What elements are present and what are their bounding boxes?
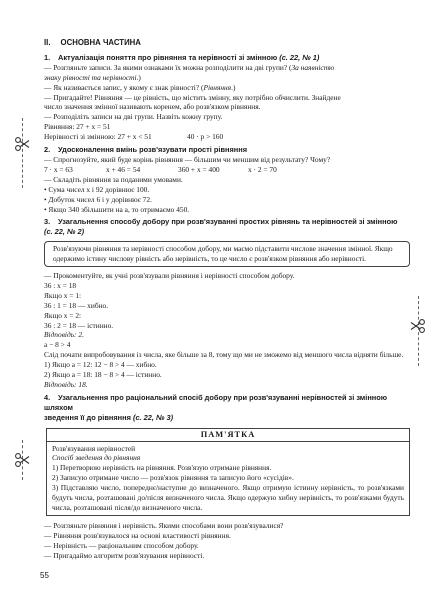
scissors-icon: [14, 136, 30, 152]
task-3-reference: (с. 22, № 2): [44, 227, 85, 237]
task-2-title: [44, 145, 410, 155]
scissors-icon: [410, 318, 426, 334]
closing-line: — Розгляньте рівняння і нерівність. Якими способами вони розв'язувалися?: [44, 520, 284, 530]
closing-line: — Нерівність — раціональним способом добору.: [44, 540, 199, 550]
solution-step: 36 : 1 = 18 — хибно.: [44, 300, 109, 310]
text-line: — Складіть рівняння за поданими умовами.: [44, 174, 183, 184]
memo-title: ПАМ'ЯТКА: [47, 429, 409, 442]
task-3-title: [44, 217, 410, 227]
text-line: число значення змінної називають коренем, або розв'язком рівняння.: [44, 102, 261, 112]
bullet-item: • Якщо 340 збільшити на a, то отримаємо 450.: [44, 204, 190, 214]
inequality: a − 8 > 4: [44, 340, 71, 350]
text-line: — Спрогнозуйте, який буде корінь рівняння — більшим чи меншим від результату? Чому?: [44, 154, 331, 164]
text-line: — Як називається запис, у якому є знак рівності? (Рівняння.): [44, 82, 236, 92]
closing-line: — Пригадаймо алгоритм розв'язування нерівності.: [44, 550, 205, 560]
inequality-group-label: Нерівності зі змінною: 27 + x < 51 40 · p > 160: [44, 132, 224, 142]
solution-step: 1) Якщо a = 12: 12 − 8 > 4 — хибно.: [44, 360, 157, 370]
solution-step: 2) Якщо a = 18: 18 − 8 > 4 — істинно.: [44, 370, 162, 380]
text-line: — Прокоментуйте, як учні розв'язували рівняння і нерівності способом добору.: [44, 271, 295, 281]
task-number: 3.: [44, 217, 51, 227]
rule-box: Розв'язуючи рівняння та нерівності способом добору, ми маємо підставити числове значення змінної. Якщо одержимо істину числову рівність або нерівність, то це число є розв'язком рівняння або нерівності.: [44, 241, 410, 267]
bullet-item: • Добуток чисел 6 і y дорівнює 72.: [44, 194, 152, 204]
scissors-icon: [14, 452, 30, 468]
task-number: 2.: [44, 145, 51, 155]
task-reference: (с. 22, № 1): [279, 52, 320, 62]
answer: Відповідь: 18.: [44, 380, 88, 389]
equation: x + 46 = 54: [106, 164, 141, 174]
task-title-text: Узагальнення про раціональний спосіб добору при розв'язуванні нерівностей зі змінною шляхом: [44, 392, 388, 412]
task-title-text: Узагальнення способу добору при розв'язуванні простих рівнянь та нерівностей зі змінною: [58, 217, 398, 227]
task-title-text: Актуалізація поняття про рівняння та нерівності зі змінною: [58, 52, 280, 62]
cut-line: [22, 118, 23, 188]
section-name: ОСНОВНА ЧАСТИНА: [60, 38, 141, 47]
memo-item: 1) Перетворюю нерівність на рівняння. Розв'язую отримане рівняння.: [52, 463, 272, 473]
bullet-item: • Сума чисел x і 92 дорівнює 100.: [44, 184, 150, 194]
equation: 7 · x = 63: [44, 164, 73, 174]
memo-box: [46, 428, 410, 516]
explanation: Слід почати випробовування із числа, яке більше за 8, тому що ми не зможемо від меншого числа відняти більше.: [44, 350, 404, 360]
task-number: 4.: [44, 392, 51, 402]
task-4-title-cont: зведення її до рівняння (с. 22, № 3): [44, 412, 174, 422]
solution-step: 36 : 2 = 18 — істинно.: [44, 320, 114, 330]
equation-group-label: Рівняння: 27 + x = 51: [44, 122, 111, 132]
equation: x · 2 = 70: [248, 164, 277, 174]
memo-heading: Розв'язування нерівностей: [52, 443, 136, 453]
task-1-title: [44, 53, 410, 63]
text-line: знаку рівності та нерівності.): [44, 72, 141, 82]
section-number: II.: [44, 38, 51, 47]
solution-step: Якщо x = 2:: [44, 310, 82, 320]
memo-item: 3) Підставляю число, попереднє/наступне до визначеного. Якщо отримую істинну нерівність, то розв'язками будуть числа, розташовані до/після визначеного числа. Якщо одержую хибну нерівність, то розв'язками будуть числа, розташовані після/до визначеного числа.: [52, 483, 404, 512]
text-line: — Розподіліть записи на дві групи. Назвіть кожну групу.: [44, 112, 223, 122]
content: [44, 38, 410, 561]
text-line: — Пригадайте! Рівняння — це рівність, що містить змінну, яку потрібно обчислити. Знайдене: [44, 92, 341, 102]
task-4-title: [44, 393, 410, 413]
memo-item: 2) Записую отримане число — розв'язок рівняння та записую його «сусідів».: [52, 473, 294, 483]
equations-row: [44, 165, 410, 175]
task-number: 1.: [44, 52, 51, 62]
solution-step: Якщо x = 1:: [44, 290, 82, 300]
answer: Відповідь: 2.: [44, 330, 84, 340]
section-title: [44, 38, 410, 48]
task-title-text: Удосконалення вмінь розв'язувати прості рівняння: [58, 145, 248, 155]
closing-line: — Рівняння розв'язувалося на основі властивості рівняння.: [44, 530, 231, 540]
equation: 360 + x = 400: [178, 164, 220, 174]
memo-subheading: Спосіб зведення до рівняння: [52, 453, 141, 463]
text-line: — Розгляньте записи. За якими ознаками їх можна розподілити на дві групи? (За наявністю: [44, 62, 335, 72]
solution-step: 36 : x = 18: [44, 280, 77, 290]
page-number: 55: [40, 571, 49, 580]
